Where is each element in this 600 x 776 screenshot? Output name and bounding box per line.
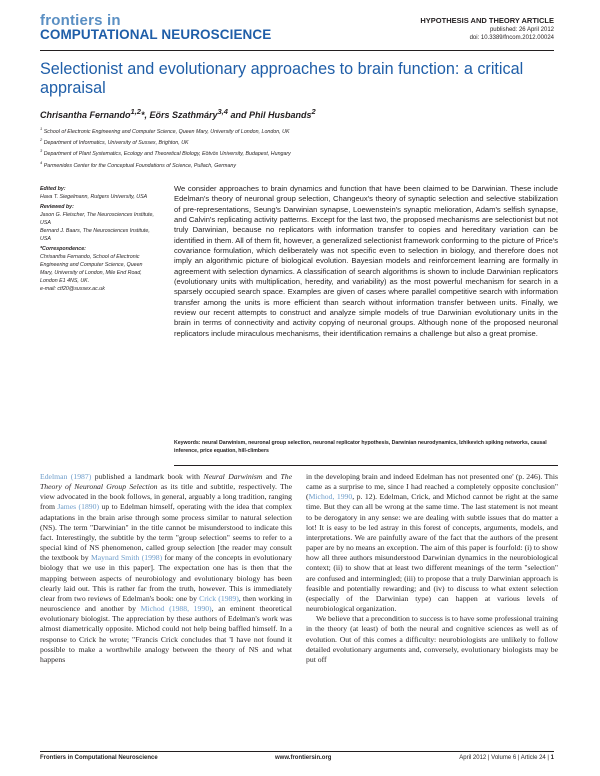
edited-by: Hava T. Siegelmann, Rutgers University, USA <box>40 194 148 200</box>
citation-link[interactable]: Edelman (1987) <box>40 472 92 481</box>
header-divider <box>40 50 554 51</box>
corresponding-mark: * <box>140 110 145 120</box>
body-column-1 <box>40 472 292 665</box>
abstract-divider <box>174 465 558 466</box>
author-list <box>40 107 560 120</box>
keywords-list: neural Darwinism, neuronal group selection, neuronal replicator hypothesis, Darwinian neurodynamics, Izhikevich spiking networks, causal inference, price equation, hill-climbers <box>174 440 547 454</box>
page-number: 1 <box>550 755 554 761</box>
affiliation-item: $^2$ Department of Informatics, University of Sussex, Brighton, UK <box>40 137 189 146</box>
footer-url[interactable]: www.frontiersin.org <box>275 755 332 761</box>
editorial-sidebar <box>40 185 156 295</box>
abstract: We consider approaches to brain dynamics and function that have been claimed to be Darwinian. These include Edelman's theory of neuronal group selection, Changeux's theory of synaptic selection and selective stabilization of pre-representations, Seung's Darwinian synapse, Loewenstein's synaptic melioration, Adam's selfish synapse, and Calvin's replicating activity patterns. Except for the last two, the proposed mechanisms are selectionist but not truly Darwinian, because no replicators with information transfer to copies and hereditary variation can be identified in them. All of them fit, however, a generalized selectionist framework conforming to the picture of Price's covariance formulation, which deliberately was not specific even to selection in biology, and therefore does not imply an algorithmic picture of biological evolution. Bayesian models and reinforcement learning are formally in agreement with selection dynamics. A classification of search algorithms is shown to include Darwinian replicators (evolutionary units with multiplication, heredity, and variability) as the most powerful mechanism for search in a sparsely occupied search space. Examples are given of cases where parallel competitive search with information transfer among the units is more efficient than search without information transfer between units. Finally, we review our recent attempts to construct and analyze simple models of true Darwinian evolutionary units in the brain in terms of connectivity and activity copying of neuronal groups. Although none of the proposed neuronal replicators include miraculous mechanisms, their identification remains a challenge but also a great promise. <box>174 184 558 338</box>
citation-link[interactable]: James (1890) <box>57 502 100 512</box>
published-date: published: 26 April 2012 <box>489 27 554 33</box>
author-1[interactable]: Chrisantha Fernando <box>40 110 131 120</box>
footer-journal: Frontiers in Computational Neuroscience <box>40 755 158 761</box>
correspondence: Chrisantha Fernando, School of Electronic Engineering and Computer Science, Queen Mary, University of London, Mile End Road, London E1 4NS, UK. e-mail: ctf20@sussex.ac.uk <box>40 254 143 292</box>
journal-logo <box>40 14 280 42</box>
affiliation-item: $^1$ School of Electronic Engineering and Computer Science, Queen Mary, University of London, London, UK <box>40 126 290 135</box>
author-3-affil: 2 <box>311 107 316 116</box>
body-column-2 <box>306 472 558 665</box>
correspondence-label: *Correspondence: <box>40 246 86 252</box>
author-2[interactable]: , Eörs Szathmáry <box>144 110 218 120</box>
author-2-affil: 3,4 <box>217 107 228 116</box>
reviewed-by: Jason G. Fleischer, The Neurosciences Institute, USA Bernard J. Baars, The Neurosciences Institute, USA <box>40 212 154 242</box>
edited-by-label: Edited by: <box>40 186 66 192</box>
article-title: Selectionist and evolutionary approaches to brain function: a critical appraisal <box>40 60 524 97</box>
author-1-affil: 1,2 <box>130 107 141 116</box>
affiliation-item: $^4$ Parmenides Center for the Conceptual Foundations of Science, Pullach, Germany <box>40 159 236 169</box>
keywords-label: Keywords: <box>174 440 201 446</box>
journal-logo-line1: frontiers in <box>40 12 121 29</box>
citation-link[interactable]: Michod, 1990 <box>308 492 353 502</box>
citation-link[interactable]: Maynard Smith (1998) <box>90 553 163 563</box>
footer-divider <box>40 751 554 752</box>
affiliation-item: $^3$ Department of Plant Systematics, Ecology and Theoretical Biology, Eötvös University, Budapest, Hungary <box>40 148 291 158</box>
article-type: HYPOTHESIS AND THEORY ARTICLE <box>420 16 554 25</box>
footer-issue: April 2012 | Volume 6 | Article 24 | 1 <box>459 755 554 761</box>
body-paragraph: We believe that a precondition to success is to have some professional training in the theory (at least) of both the neural and cognitive sciences as well as of evolution. Out of this comes a difficulty: neurobiologists are unlikely to follow detailed evolutionary arguments and, conversely, evolutionary biologists may be put off <box>306 614 558 664</box>
body-paragraph: in the developing brain and indeed Edelman has not presented one' (p. 246). This came as a surprise to me, since I had reached a completely opposite conclusion" (Michod, 1990, p. 12). Edelman, Crick, and Michod cannot be right at the same time. But they can all be wrong at the same time. The last statement is not meant to be derogatory in any sense: we are dealing with subtle issues that do matter a lot! It is easy to be led astray in this forest of concepts, arguments, models, and interpretations. We are painfully aware of the fact that the authors of the present paper are by no means an exception. The aim of this paper is fourfold: (i) to show how all three authors misunderstood Darwinian dynamics in the neurobiological context; (ii) to show that at least two different meanings of the term "selection" are confused and intermingled; (iii) to propose that a truly Darwinian approach is feasible and potentially rewarding; and (iv) to discuss to what extent selection (especially of the Darwinian type) can happen at various levels of neurobiological organization. <box>306 472 558 614</box>
citation-link[interactable]: Michod (1988, 1990) <box>140 604 212 614</box>
doi[interactable]: doi: 10.3389/fncom.2012.00024 <box>469 35 554 41</box>
author-3[interactable]: and Phil Husbands <box>227 110 312 120</box>
article-header-info <box>420 16 554 42</box>
keywords <box>174 439 558 455</box>
citation-link[interactable]: Crick (1989) <box>199 593 239 603</box>
reviewed-by-label: Reviewed by: <box>40 204 74 210</box>
journal-logo-line2: COMPUTATIONAL NEUROSCIENCE <box>40 27 272 42</box>
body-paragraph: Edelman (1987) published a landmark book with Neural Darwinism and The Theory of Neuronal Group Selection as its title and subtitle, respectively. The view advocated in the book follows, in general, arguably a long tradition, ranging from James (1890) up to Edelman himself, operating with the idea that complex adaptations in the brain arise through some process similar to natural selection (NS). The term "Darwinian" in the title cannot be misunderstood to indicate this fact. Interestingly, the subtitle by the term "group selection" seems to refer to a special kind of NS phenomenon, called group selection [the reader may consult the textbook by Maynard Smith (1998) for many of the concepts in evolutionary biology that we use in this paper]. The expectation one has is then that the mapping between aspects of neurobiology and evolutionary biology has been clearly laid out. This is rather far from the truth, however. This is immediately clear from two reviews of Edelman's book: one by Crick (1989), then working in neuroscience and another by Michod (1988, 1990), an eminent theoretical evolutionary biologist. The appreciation by these authors of Edelman's work was almost diametrically opposite. Michod could not help being baffled himself. In a response to Crick he wrote; "Francis Crick concludes that 'I have not found it possible to make a worthwhile analogy between the theory of NS and what happens <box>40 472 293 664</box>
affiliations <box>40 125 560 170</box>
